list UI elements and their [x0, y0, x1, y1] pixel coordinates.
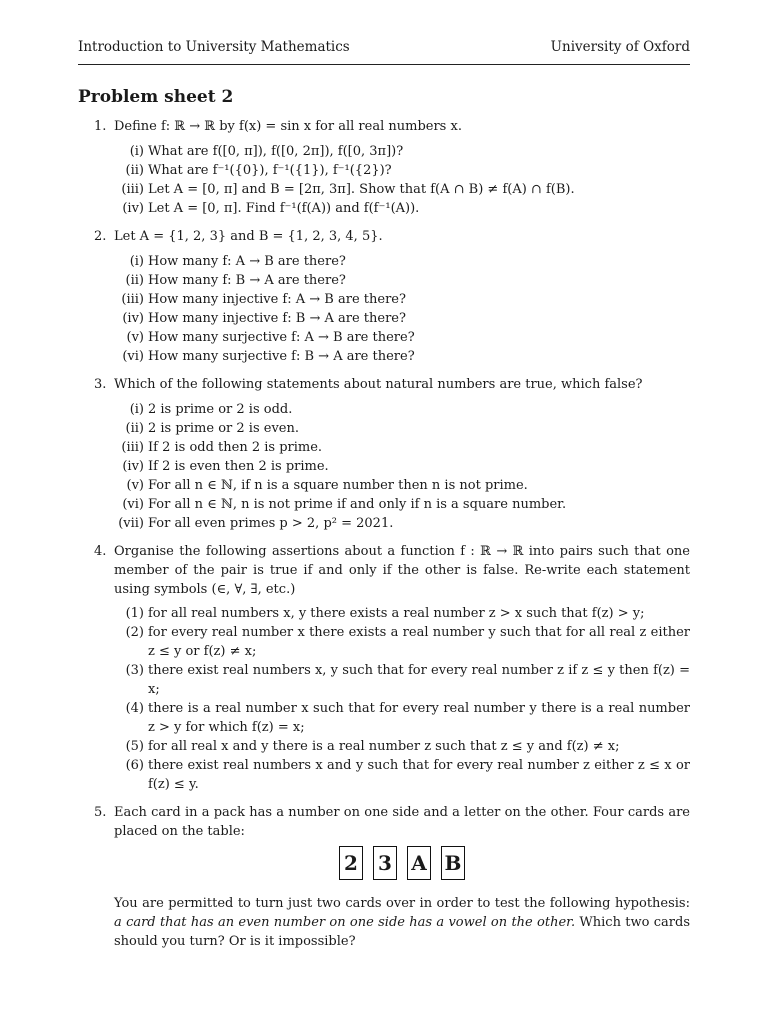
subquestion-item	[114, 438, 690, 457]
subquestion-text: If 2 is odd then 2 is prime.	[148, 440, 323, 455]
subquestion-label: (iii)	[121, 182, 144, 197]
subquestion-label: (ii)	[125, 421, 144, 436]
subquestion-label: (v)	[126, 478, 144, 493]
running-header	[78, 38, 690, 65]
subquestion-label: (vi)	[122, 349, 144, 364]
subquestion-item	[114, 457, 690, 476]
subquestion-text: for every real number x there exists a real number y such that for all real z either z ≤ y or f(z) ≠ x;	[148, 625, 690, 659]
subquestion-text: For all even primes p > 2, p² = 2021.	[148, 516, 394, 531]
subquestion-item	[114, 514, 690, 533]
subquestion-item	[114, 604, 690, 623]
subquestion-label: (v)	[126, 330, 144, 345]
problem-5	[78, 803, 690, 951]
card-4: B	[441, 846, 465, 880]
subquestion-item	[114, 142, 690, 161]
hypothesis-text: a card that has an even number on one side has a vowel on the other.	[114, 915, 576, 930]
subquestion-label: (ii)	[125, 273, 144, 288]
subquestion-text: How many surjective f: B → A are there?	[148, 349, 415, 364]
subquestion-item	[114, 419, 690, 438]
card-2: 3	[373, 846, 397, 880]
subquestion-item	[114, 290, 690, 309]
subquestion-text: Let A = [0, π]. Find f⁻¹(f(A)) and f(f⁻¹(A)).	[148, 201, 420, 216]
problem-intro: Let A = {1, 2, 3} and B = {1, 2, 3, 4, 5}.	[114, 229, 383, 244]
card-row	[114, 846, 690, 880]
course-title: Introduction to University Mathematics	[78, 39, 350, 55]
subquestion-label: (iii)	[121, 440, 144, 455]
subquestion-item	[114, 328, 690, 347]
subquestion-item	[114, 476, 690, 495]
subquestion-text: Let A = [0, π] and B = [2π, 3π]. Show that f(A ∩ B) ≠ f(A) ∩ f(B).	[148, 182, 575, 197]
subquestion-item	[114, 347, 690, 366]
subquestion-text: For all n ∈ ℕ, if n is a square number then n is not prime.	[148, 478, 528, 493]
subquestion-item	[114, 400, 690, 419]
subquestion-text: What are f⁻¹({0}), f⁻¹({1}), f⁻¹({2})?	[148, 163, 392, 178]
subquestion-label: (iv)	[122, 459, 144, 474]
problem-intro: Define f: ℝ → ℝ by f(x) = sin x for all real numbers x.	[114, 119, 462, 134]
problem-list	[78, 117, 690, 794]
subquestion-label: (i)	[129, 144, 144, 159]
subquestion-label: (iv)	[122, 201, 144, 216]
problem-intro: Each card in a pack has a number on one side and a letter on the other. Four cards are placed on the table:	[114, 805, 690, 839]
subquestion-label: (i)	[129, 254, 144, 269]
subquestion-text: there is a real number x such that for every real number y there is a real number z > y for which f(z) = x;	[148, 701, 690, 735]
subquestion-label: (6)	[125, 758, 144, 773]
subquestion-label: (vi)	[122, 497, 144, 512]
subquestion-label: (vii)	[118, 516, 144, 531]
problem-2	[78, 227, 690, 366]
question-text-before: You are permitted to turn just two cards over in order to test the following hypothesis:	[114, 896, 690, 911]
subquestion-item	[114, 180, 690, 199]
problem-intro: Which of the following statements about natural numbers are true, which false?	[114, 377, 643, 392]
question-text-after: Which two cards should you turn? Or is it impossible?	[114, 915, 691, 949]
subquestion-list	[114, 142, 690, 218]
subquestion-label: (4)	[125, 701, 144, 716]
subquestion-text: 2 is prime or 2 is odd.	[148, 402, 293, 417]
subquestion-item	[114, 737, 690, 756]
subquestion-label: (2)	[125, 625, 144, 640]
subquestion-text: How many f: A → B are there?	[148, 254, 346, 269]
subquestion-label: (3)	[125, 663, 144, 678]
subquestion-text: What are f([0, π]), f([0, 2π]), f([0, 3π])?	[148, 144, 404, 159]
subquestion-text: How many injective f: A → B are there?	[148, 292, 406, 307]
subquestion-label: (i)	[129, 402, 144, 417]
subquestion-label: (ii)	[125, 163, 144, 178]
subquestion-item	[114, 756, 690, 794]
subquestion-text: for all real x and y there is a real number z such that z ≤ y and f(z) ≠ x;	[148, 739, 620, 754]
subquestion-item	[114, 699, 690, 737]
problem-1	[78, 117, 690, 218]
subquestion-text: For all n ∈ ℕ, n is not prime if and only if n is a square number.	[148, 497, 567, 512]
problem-number: 2.	[94, 229, 107, 244]
subquestion-list	[114, 604, 690, 794]
problem-number: 1.	[94, 119, 107, 134]
problem-number: 5.	[94, 805, 107, 820]
subquestion-item	[114, 271, 690, 290]
subquestion-item	[114, 309, 690, 328]
card-1: 2	[339, 846, 363, 880]
subquestion-text: How many f: B → A are there?	[148, 273, 346, 288]
problem-question	[114, 894, 690, 951]
subquestion-label: (5)	[125, 739, 144, 754]
subquestion-item	[114, 199, 690, 218]
problem-number: 4.	[94, 544, 107, 559]
card-3: A	[407, 846, 431, 880]
university-name: University of Oxford	[550, 39, 690, 55]
subquestion-text: there exist real numbers x and y such that for every real number z either z ≤ x or f(z) ≤ y.	[148, 758, 690, 792]
problem-number: 3.	[94, 377, 107, 392]
subquestion-list	[114, 400, 690, 533]
subquestion-text: How many injective f: B → A are there?	[148, 311, 406, 326]
subquestion-label: (iii)	[121, 292, 144, 307]
subquestion-label: (1)	[125, 606, 144, 621]
problem-4	[78, 542, 690, 794]
subquestion-text: How many surjective f: A → B are there?	[148, 330, 415, 345]
problem-3	[78, 375, 690, 533]
subquestion-item	[114, 623, 690, 661]
sheet-title: Problem sheet 2	[78, 87, 234, 107]
subquestion-text: If 2 is even then 2 is prime.	[148, 459, 329, 474]
subquestion-text: there exist real numbers x, y such that for every real number z if z ≤ y then f(z) = x;	[148, 663, 690, 697]
subquestion-label: (iv)	[122, 311, 144, 326]
subquestion-item	[114, 252, 690, 271]
subquestion-item	[114, 495, 690, 514]
subquestion-list	[114, 252, 690, 366]
subquestion-text: for all real numbers x, y there exists a real number z > x such that f(z) > y;	[148, 606, 645, 621]
problem-intro: Organise the following assertions about a function f : ℝ → ℝ into pairs such that one member of the pair is true if and only if the other is false. Re-write each statement using symbols (∈, ∀, ∃, etc.)	[114, 544, 690, 597]
sheet-content	[78, 86, 690, 960]
subquestion-text: 2 is prime or 2 is even.	[148, 421, 299, 436]
subquestion-item	[114, 661, 690, 699]
subquestion-item	[114, 161, 690, 180]
